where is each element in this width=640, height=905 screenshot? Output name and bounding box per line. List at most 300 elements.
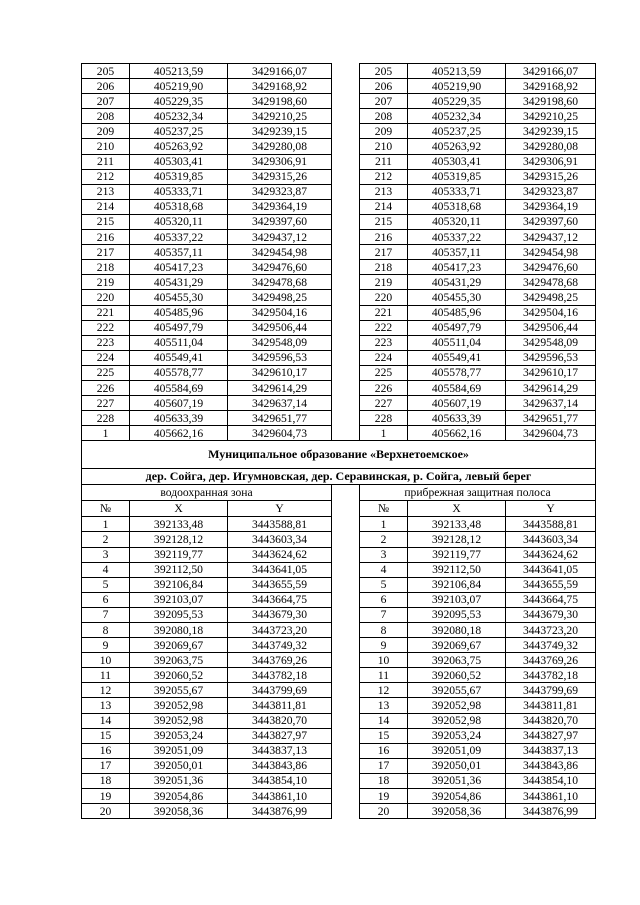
table-gap [332, 365, 360, 380]
x-coordinate-cell: 392133,48 [408, 517, 506, 532]
point-number-cell: 226 [360, 380, 408, 395]
x-coordinate-cell: 405318,68 [130, 199, 228, 214]
point-number-cell: 3 [360, 547, 408, 562]
point-number-cell: 14 [82, 713, 130, 728]
y-coordinate-cell: 3429596,53 [228, 350, 332, 365]
point-number-cell: 207 [360, 94, 408, 109]
table-row [82, 773, 596, 788]
point-number-cell: 213 [360, 184, 408, 199]
y-coordinate-cell: 3443679,30 [228, 607, 332, 622]
x-coordinate-cell: 405578,77 [408, 365, 506, 380]
y-coordinate-cell: 3443854,10 [506, 773, 596, 788]
y-coordinate-cell: 3429210,25 [506, 109, 596, 124]
table-gap [332, 124, 360, 139]
y-coordinate-cell: 3429637,14 [228, 396, 332, 411]
table-row [82, 668, 596, 683]
x-coordinate-cell: 392063,75 [130, 653, 228, 668]
table-row [82, 335, 596, 350]
x-coordinate-cell: 405417,23 [408, 260, 506, 275]
y-coordinate-cell: 3443782,18 [228, 668, 332, 683]
y-coordinate-cell: 3429168,92 [506, 79, 596, 94]
table-gap [332, 562, 360, 577]
table-gap [332, 698, 360, 713]
x-coordinate-cell: 405232,34 [130, 109, 228, 124]
point-number-cell: 208 [360, 109, 408, 124]
y-coordinate-cell: 3429454,98 [228, 245, 332, 260]
y-coordinate-cell: 3429239,15 [506, 124, 596, 139]
table-gap [332, 668, 360, 683]
table-row [82, 139, 596, 154]
table-row [82, 577, 596, 592]
point-number-cell: 228 [82, 411, 130, 426]
point-number-cell: 215 [360, 214, 408, 229]
y-coordinate-cell: 3429498,25 [506, 290, 596, 305]
x-coordinate-cell: 405497,79 [130, 320, 228, 335]
y-coordinate-cell: 3429454,98 [506, 245, 596, 260]
y-coordinate-cell: 3429166,07 [228, 64, 332, 79]
table-row [82, 698, 596, 713]
x-coordinate-cell: 405549,41 [130, 350, 228, 365]
x-coordinate-cell: 392054,86 [130, 789, 228, 804]
table-gap [332, 139, 360, 154]
x-coordinate-cell: 405497,79 [408, 320, 506, 335]
right-zone-label: прибрежная защитная полоса [360, 485, 596, 501]
y-coordinate-cell: 3443641,05 [506, 562, 596, 577]
table-gap [332, 517, 360, 532]
x-coordinate-cell: 392052,98 [408, 713, 506, 728]
table-row [82, 713, 596, 728]
table-gap [332, 577, 360, 592]
table-gap [332, 260, 360, 275]
point-number-cell: 1 [82, 426, 130, 441]
y-coordinate-cell: 3443799,69 [506, 683, 596, 698]
y-coordinate-cell: 3443854,10 [228, 773, 332, 788]
y-coordinate-cell: 3443876,99 [506, 804, 596, 819]
table-gap [332, 713, 360, 728]
y-coordinate-cell: 3443655,59 [228, 577, 332, 592]
point-number-cell: 2 [82, 532, 130, 547]
y-coordinate-cell: 3429239,15 [228, 124, 332, 139]
table-gap [332, 547, 360, 562]
table-row [82, 79, 596, 94]
table-gap [332, 64, 360, 79]
point-number-cell: 1 [360, 426, 408, 441]
table-gap [332, 485, 360, 501]
table-gap [332, 623, 360, 638]
x-coordinate-cell: 405229,35 [130, 94, 228, 109]
x-coordinate-cell: 405318,68 [408, 199, 506, 214]
point-number-cell: 11 [82, 668, 130, 683]
table-row [82, 124, 596, 139]
y-coordinate-cell: 3443588,81 [506, 517, 596, 532]
point-number-cell: 223 [82, 335, 130, 350]
y-coordinate-cell: 3443624,62 [506, 547, 596, 562]
table-row [82, 804, 596, 819]
x-coordinate-cell: 392054,86 [408, 789, 506, 804]
x-coordinate-cell: 392069,67 [130, 638, 228, 653]
table-gap [332, 350, 360, 365]
point-number-cell: 208 [82, 109, 130, 124]
table-gap [332, 638, 360, 653]
table-row [82, 623, 596, 638]
x-coordinate-cell: 405237,25 [408, 124, 506, 139]
table-row [82, 547, 596, 562]
point-number-cell: 217 [82, 245, 130, 260]
x-coordinate-cell: 392133,48 [130, 517, 228, 532]
point-number-cell: 210 [82, 139, 130, 154]
x-coordinate-cell: 405662,16 [130, 426, 228, 441]
x-coordinate-cell: 392052,98 [130, 713, 228, 728]
x-coordinate-cell: 405485,96 [408, 305, 506, 320]
table-gap [332, 501, 360, 517]
table-gap [332, 804, 360, 819]
point-number-cell: 20 [360, 804, 408, 819]
y-coordinate-cell: 3429397,60 [228, 214, 332, 229]
y-coordinate-cell: 3443603,34 [506, 532, 596, 547]
x-coordinate-cell: 405319,85 [408, 169, 506, 184]
y-coordinate-cell: 3429548,09 [506, 335, 596, 350]
x-coordinate-cell: 392112,50 [408, 562, 506, 577]
point-number-cell: 216 [82, 230, 130, 245]
y-coordinate-cell: 3429280,08 [228, 139, 332, 154]
point-number-cell: 219 [82, 275, 130, 290]
point-number-cell: 218 [360, 260, 408, 275]
x-coordinate-cell: 392069,67 [408, 638, 506, 653]
point-number-cell: 17 [82, 758, 130, 773]
x-coordinate-cell: 405333,71 [130, 184, 228, 199]
table-row [82, 758, 596, 773]
point-number-cell: 16 [360, 743, 408, 758]
x-coordinate-cell: 392053,24 [130, 728, 228, 743]
point-number-cell: 205 [360, 64, 408, 79]
y-coordinate-cell: 3429198,60 [228, 94, 332, 109]
y-coordinate-cell: 3443811,81 [228, 698, 332, 713]
point-number-cell: 20 [82, 804, 130, 819]
table-row [82, 683, 596, 698]
y-coordinate-cell: 3429397,60 [506, 214, 596, 229]
point-number-cell: 227 [82, 396, 130, 411]
y-coordinate-cell: 3429166,07 [506, 64, 596, 79]
table-gap [332, 773, 360, 788]
point-number-cell: 228 [360, 411, 408, 426]
x-coordinate-cell: 392119,77 [408, 547, 506, 562]
point-number-cell: 12 [360, 683, 408, 698]
y-coordinate-cell: 3443624,62 [228, 547, 332, 562]
x-coordinate-cell: 405511,04 [130, 335, 228, 350]
point-number-cell: 213 [82, 184, 130, 199]
table-row [82, 607, 596, 622]
point-number-cell: 210 [360, 139, 408, 154]
table-row [82, 396, 596, 411]
y-coordinate-cell: 3429478,68 [228, 275, 332, 290]
point-number-cell: 17 [360, 758, 408, 773]
y-coordinate-cell: 3429651,77 [506, 411, 596, 426]
y-coordinate-cell: 3443843,86 [506, 758, 596, 773]
x-coordinate-cell: 392080,18 [130, 623, 228, 638]
x-coordinate-cell: 392119,77 [130, 547, 228, 562]
table-gap [332, 109, 360, 124]
point-number-cell: 5 [360, 577, 408, 592]
right-col-y-header: Y [506, 501, 596, 517]
y-coordinate-cell: 3443664,75 [506, 592, 596, 607]
point-number-cell: 14 [360, 713, 408, 728]
x-coordinate-cell: 392112,50 [130, 562, 228, 577]
point-number-cell: 218 [82, 260, 130, 275]
right-col-x-header: X [408, 501, 506, 517]
table-row [82, 275, 596, 290]
point-number-cell: 2 [360, 532, 408, 547]
x-coordinate-cell: 405320,11 [130, 214, 228, 229]
x-coordinate-cell: 392050,01 [408, 758, 506, 773]
bottom-rows [82, 517, 596, 819]
x-coordinate-cell: 392128,12 [130, 532, 228, 547]
table-row [82, 230, 596, 245]
point-number-cell: 211 [82, 154, 130, 169]
y-coordinate-cell: 3443837,13 [228, 743, 332, 758]
x-coordinate-cell: 392051,36 [408, 773, 506, 788]
x-coordinate-cell: 392095,53 [130, 607, 228, 622]
point-number-cell: 4 [82, 562, 130, 577]
x-coordinate-cell: 405549,41 [408, 350, 506, 365]
y-coordinate-cell: 3429280,08 [506, 139, 596, 154]
x-coordinate-cell: 405511,04 [408, 335, 506, 350]
table-gap [332, 184, 360, 199]
x-coordinate-cell: 392052,98 [130, 698, 228, 713]
y-coordinate-cell: 3443861,10 [506, 789, 596, 804]
point-number-cell: 212 [82, 169, 130, 184]
y-coordinate-cell: 3429506,44 [228, 320, 332, 335]
top-rows [82, 64, 596, 441]
y-coordinate-cell: 3429637,14 [506, 396, 596, 411]
point-number-cell: 12 [82, 683, 130, 698]
y-coordinate-cell: 3443820,70 [506, 713, 596, 728]
x-coordinate-cell: 392060,52 [130, 668, 228, 683]
y-coordinate-cell: 3429476,60 [506, 260, 596, 275]
table-gap [332, 426, 360, 441]
section-header [82, 441, 596, 517]
x-coordinate-cell: 392051,36 [130, 773, 228, 788]
y-coordinate-cell: 3429437,12 [228, 230, 332, 245]
x-coordinate-cell: 405431,29 [130, 275, 228, 290]
y-coordinate-cell: 3443679,30 [506, 607, 596, 622]
table-gap [332, 79, 360, 94]
y-coordinate-cell: 3429198,60 [506, 94, 596, 109]
point-number-cell: 11 [360, 668, 408, 683]
point-number-cell: 205 [82, 64, 130, 79]
point-number-cell: 224 [82, 350, 130, 365]
table-row [82, 350, 596, 365]
x-coordinate-cell: 405213,59 [130, 64, 228, 79]
x-coordinate-cell: 392055,67 [408, 683, 506, 698]
left-col-num-header: № [82, 501, 130, 517]
table-row [82, 260, 596, 275]
point-number-cell: 6 [360, 592, 408, 607]
point-number-cell: 19 [360, 789, 408, 804]
table-gap [332, 380, 360, 395]
point-number-cell: 222 [360, 320, 408, 335]
point-number-cell: 18 [82, 773, 130, 788]
point-number-cell: 3 [82, 547, 130, 562]
x-coordinate-cell: 405303,41 [408, 154, 506, 169]
x-coordinate-cell: 405337,22 [130, 230, 228, 245]
y-coordinate-cell: 3443843,86 [228, 758, 332, 773]
x-coordinate-cell: 405607,19 [408, 396, 506, 411]
left-zone-label: водоохранная зона [82, 485, 332, 501]
x-coordinate-cell: 392128,12 [408, 532, 506, 547]
y-coordinate-cell: 3443603,34 [228, 532, 332, 547]
table-gap [332, 396, 360, 411]
x-coordinate-cell: 392063,75 [408, 653, 506, 668]
point-number-cell: 1 [360, 517, 408, 532]
left-col-x-header: X [130, 501, 228, 517]
y-coordinate-cell: 3443799,69 [228, 683, 332, 698]
y-coordinate-cell: 3429210,25 [228, 109, 332, 124]
point-number-cell: 212 [360, 169, 408, 184]
point-number-cell: 1 [82, 517, 130, 532]
y-coordinate-cell: 3443749,32 [228, 638, 332, 653]
x-coordinate-cell: 405219,90 [130, 79, 228, 94]
y-coordinate-cell: 3429476,60 [228, 260, 332, 275]
y-coordinate-cell: 3443664,75 [228, 592, 332, 607]
y-coordinate-cell: 3443641,05 [228, 562, 332, 577]
x-coordinate-cell: 405263,92 [408, 139, 506, 154]
y-coordinate-cell: 3429604,73 [228, 426, 332, 441]
point-number-cell: 13 [82, 698, 130, 713]
point-number-cell: 5 [82, 577, 130, 592]
y-coordinate-cell: 3443820,70 [228, 713, 332, 728]
table-gap [332, 607, 360, 622]
x-coordinate-cell: 405319,85 [130, 169, 228, 184]
x-coordinate-cell: 405357,11 [408, 245, 506, 260]
table-gap [332, 320, 360, 335]
y-coordinate-cell: 3429306,91 [228, 154, 332, 169]
x-coordinate-cell: 392058,36 [130, 804, 228, 819]
table-gap [332, 94, 360, 109]
point-number-cell: 16 [82, 743, 130, 758]
table-row [82, 214, 596, 229]
point-number-cell: 8 [360, 623, 408, 638]
point-number-cell: 18 [360, 773, 408, 788]
x-coordinate-cell: 405633,39 [408, 411, 506, 426]
table-gap [332, 245, 360, 260]
y-coordinate-cell: 3429364,19 [506, 199, 596, 214]
x-coordinate-cell: 392050,01 [130, 758, 228, 773]
coordinates-table [81, 63, 596, 819]
table-gap [332, 230, 360, 245]
table-row [82, 184, 596, 199]
point-number-cell: 227 [360, 396, 408, 411]
y-coordinate-cell: 3443588,81 [228, 517, 332, 532]
table-gap [332, 789, 360, 804]
point-number-cell: 206 [360, 79, 408, 94]
x-coordinate-cell: 392095,53 [408, 607, 506, 622]
y-coordinate-cell: 3429323,87 [228, 184, 332, 199]
y-coordinate-cell: 3429604,73 [506, 426, 596, 441]
y-coordinate-cell: 3429168,92 [228, 79, 332, 94]
point-number-cell: 225 [82, 365, 130, 380]
x-coordinate-cell: 392053,24 [408, 728, 506, 743]
table-row [82, 426, 596, 441]
table-gap [332, 653, 360, 668]
x-coordinate-cell: 405455,30 [408, 290, 506, 305]
x-coordinate-cell: 405237,25 [130, 124, 228, 139]
x-coordinate-cell: 392106,84 [130, 577, 228, 592]
x-coordinate-cell: 405303,41 [130, 154, 228, 169]
y-coordinate-cell: 3429504,16 [506, 305, 596, 320]
point-number-cell: 226 [82, 380, 130, 395]
y-coordinate-cell: 3429548,09 [228, 335, 332, 350]
y-coordinate-cell: 3429610,17 [228, 365, 332, 380]
y-coordinate-cell: 3429498,25 [228, 290, 332, 305]
table-gap [332, 214, 360, 229]
table-row [82, 638, 596, 653]
table-row [82, 789, 596, 804]
point-number-cell: 19 [82, 789, 130, 804]
point-number-cell: 214 [82, 199, 130, 214]
table-row [82, 592, 596, 607]
y-coordinate-cell: 3429504,16 [228, 305, 332, 320]
table-gap [332, 728, 360, 743]
y-coordinate-cell: 3429437,12 [506, 230, 596, 245]
y-coordinate-cell: 3429306,91 [506, 154, 596, 169]
point-number-cell: 9 [360, 638, 408, 653]
table-row [82, 532, 596, 547]
table-gap [332, 154, 360, 169]
y-coordinate-cell: 3429323,87 [506, 184, 596, 199]
table-gap [332, 683, 360, 698]
table-row [82, 199, 596, 214]
y-coordinate-cell: 3429651,77 [228, 411, 332, 426]
table-gap [332, 411, 360, 426]
point-number-cell: 222 [82, 320, 130, 335]
y-coordinate-cell: 3443723,20 [506, 623, 596, 638]
table-row [82, 411, 596, 426]
x-coordinate-cell: 392060,52 [408, 668, 506, 683]
y-coordinate-cell: 3443827,97 [506, 728, 596, 743]
point-number-cell: 4 [360, 562, 408, 577]
y-coordinate-cell: 3443876,99 [228, 804, 332, 819]
point-number-cell: 214 [360, 199, 408, 214]
x-coordinate-cell: 405229,35 [408, 94, 506, 109]
table-gap [332, 758, 360, 773]
table-row [82, 64, 596, 79]
x-coordinate-cell: 405357,11 [130, 245, 228, 260]
point-number-cell: 224 [360, 350, 408, 365]
x-coordinate-cell: 392051,09 [130, 743, 228, 758]
point-number-cell: 225 [360, 365, 408, 380]
point-number-cell: 6 [82, 592, 130, 607]
point-number-cell: 206 [82, 79, 130, 94]
x-coordinate-cell: 405578,77 [130, 365, 228, 380]
point-number-cell: 221 [360, 305, 408, 320]
x-coordinate-cell: 405333,71 [408, 184, 506, 199]
table-gap [332, 275, 360, 290]
point-number-cell: 219 [360, 275, 408, 290]
x-coordinate-cell: 405213,59 [408, 64, 506, 79]
y-coordinate-cell: 3443811,81 [506, 698, 596, 713]
point-number-cell: 221 [82, 305, 130, 320]
table-row [82, 728, 596, 743]
x-coordinate-cell: 405263,92 [130, 139, 228, 154]
y-coordinate-cell: 3443769,26 [228, 653, 332, 668]
table-gap [332, 592, 360, 607]
x-coordinate-cell: 405232,34 [408, 109, 506, 124]
table-gap [332, 290, 360, 305]
y-coordinate-cell: 3443827,97 [228, 728, 332, 743]
x-coordinate-cell: 405584,69 [130, 380, 228, 395]
x-coordinate-cell: 405417,23 [130, 260, 228, 275]
table-row [82, 245, 596, 260]
